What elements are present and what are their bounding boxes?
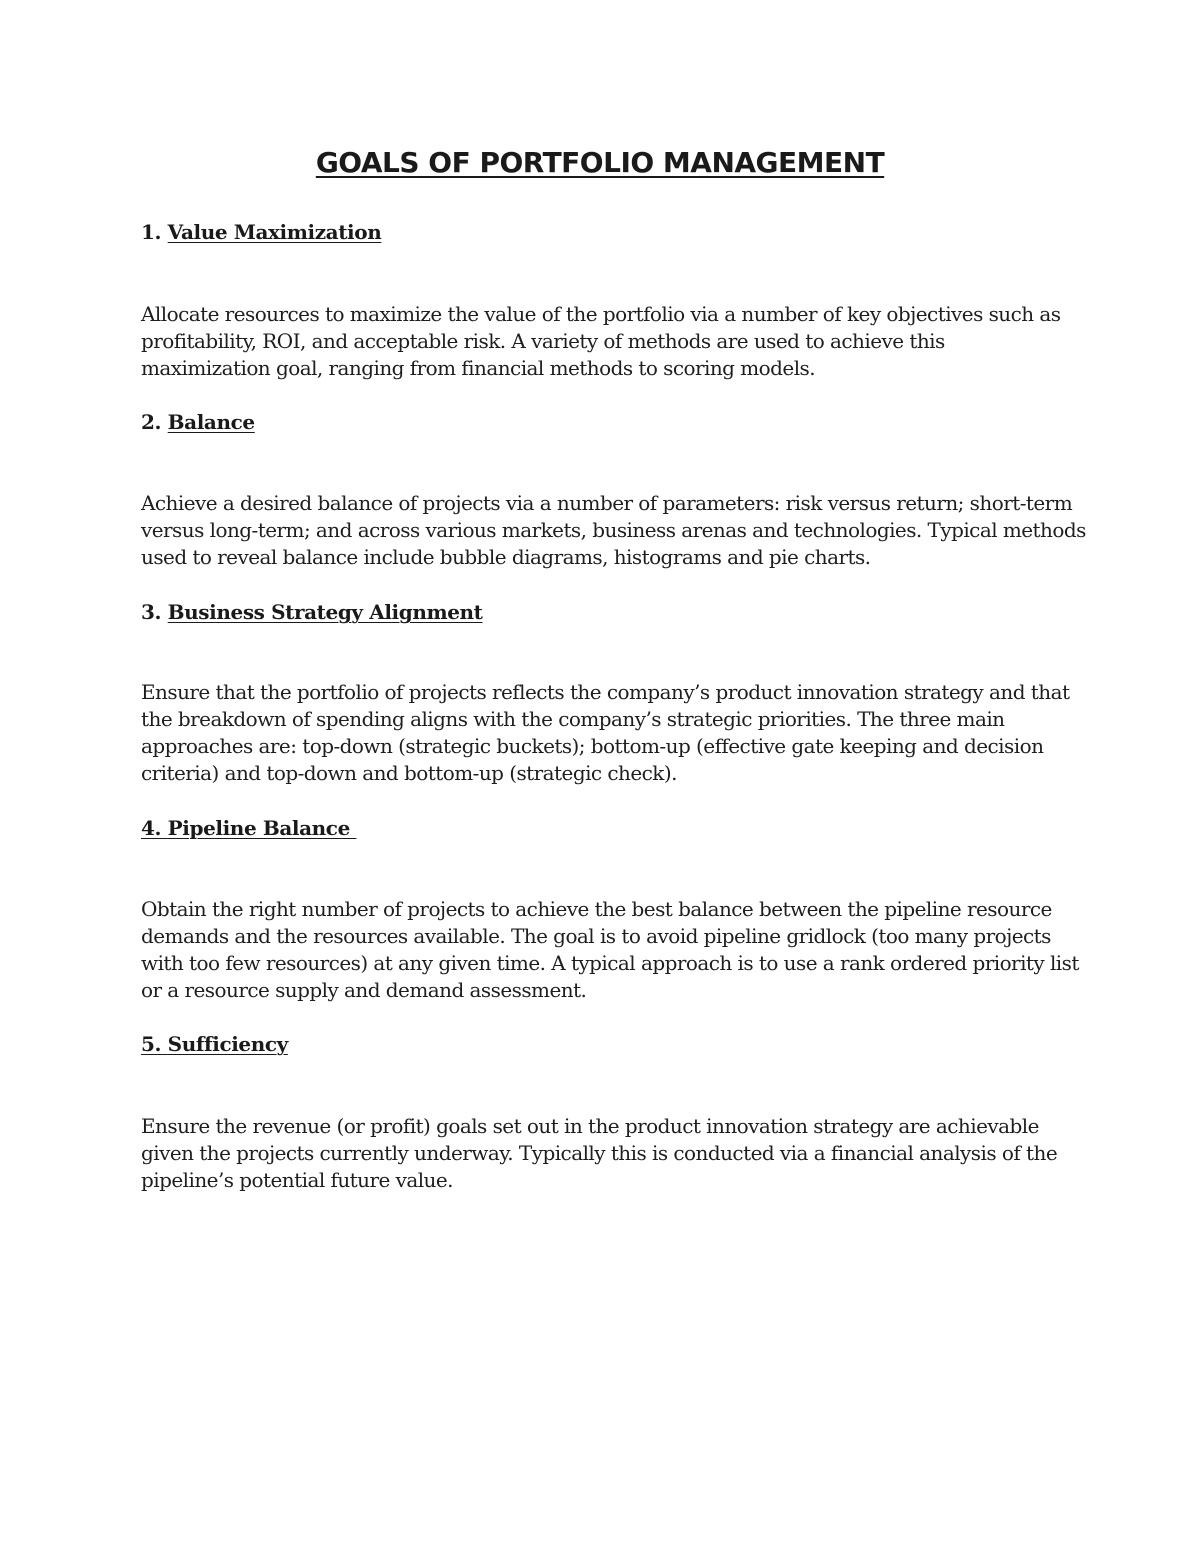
section-body-business-strategy-alignment <box>141 679 1071 787</box>
body-line: demands and the resources available. The goal is to avoid pipeline gridlock (too many projects <box>141 924 1051 948</box>
section-heading-label: Sufficiency <box>167 1032 288 1056</box>
body-line: Obtain the right number of projects to achieve the best balance between the pipeline resource <box>141 897 1052 921</box>
document-title: GOALS OF PORTFOLIO MANAGEMENT <box>315 146 885 179</box>
body-line: maximization goal, ranging from financial methods to scoring models. <box>141 356 816 380</box>
section-heading-label: Business Strategy Alignment <box>167 600 483 624</box>
body-line: profitability, ROI, and acceptable risk. A variety of methods are used to achieve this <box>141 329 945 353</box>
section-body-balance <box>141 490 1086 571</box>
body-line: or a resource supply and demand assessment. <box>141 978 587 1002</box>
section-heading-label: Balance <box>167 410 255 434</box>
section-heading-label: Pipeline Balance <box>167 816 357 840</box>
body-line: Ensure the revenue (or profit) goals set out in the product innovation strategy are achievable <box>141 1114 1039 1138</box>
section-number: 3. <box>141 600 168 624</box>
section-number: 2. <box>141 410 168 434</box>
section-number: 5. <box>141 1032 168 1056</box>
section-body-sufficiency <box>141 1113 1071 1194</box>
section-heading-label: Value Maximization <box>167 220 382 244</box>
body-line: criteria) and top-down and bottom-up (strategic check). <box>141 761 677 785</box>
section-heading-pipeline-balance <box>141 814 356 842</box>
section-body-value-maximization <box>141 301 1071 382</box>
body-line: pipeline’s potential future value. <box>141 1168 453 1192</box>
body-line: approaches are: top-down (strategic buckets); bottom-up (effective gate keeping and decision <box>141 734 1044 758</box>
section-number: 4. <box>141 816 168 840</box>
body-line: with too few resources) at any given time. A typical approach is to use a rank ordered priority list <box>141 951 1079 975</box>
body-line: Achieve a desired balance of projects via a number of parameters: risk versus return; short-term <box>141 491 1073 515</box>
body-line: versus long-term; and across various markets, business arenas and technologies. Typical methods <box>141 518 1086 542</box>
section-heading-sufficiency <box>141 1030 288 1058</box>
section-number: 1. <box>141 220 168 244</box>
section-heading-value-maximization <box>141 218 381 246</box>
body-line: the breakdown of spending aligns with the company’s strategic priorities. The three main <box>141 707 1005 731</box>
body-line: used to reveal balance include bubble diagrams, histograms and pie charts. <box>141 545 871 569</box>
body-line: given the projects currently underway. Typically this is conducted via a financial analysis of the <box>141 1141 1058 1165</box>
section-body-pipeline-balance <box>141 896 1079 1004</box>
section-heading-business-strategy-alignment <box>141 598 483 626</box>
body-line: Ensure that the portfolio of projects reflects the company’s product innovation strategy and that <box>141 680 1070 704</box>
section-heading-balance <box>141 408 255 436</box>
body-line: Allocate resources to maximize the value of the portfolio via a number of key objectives such as <box>141 302 1061 326</box>
